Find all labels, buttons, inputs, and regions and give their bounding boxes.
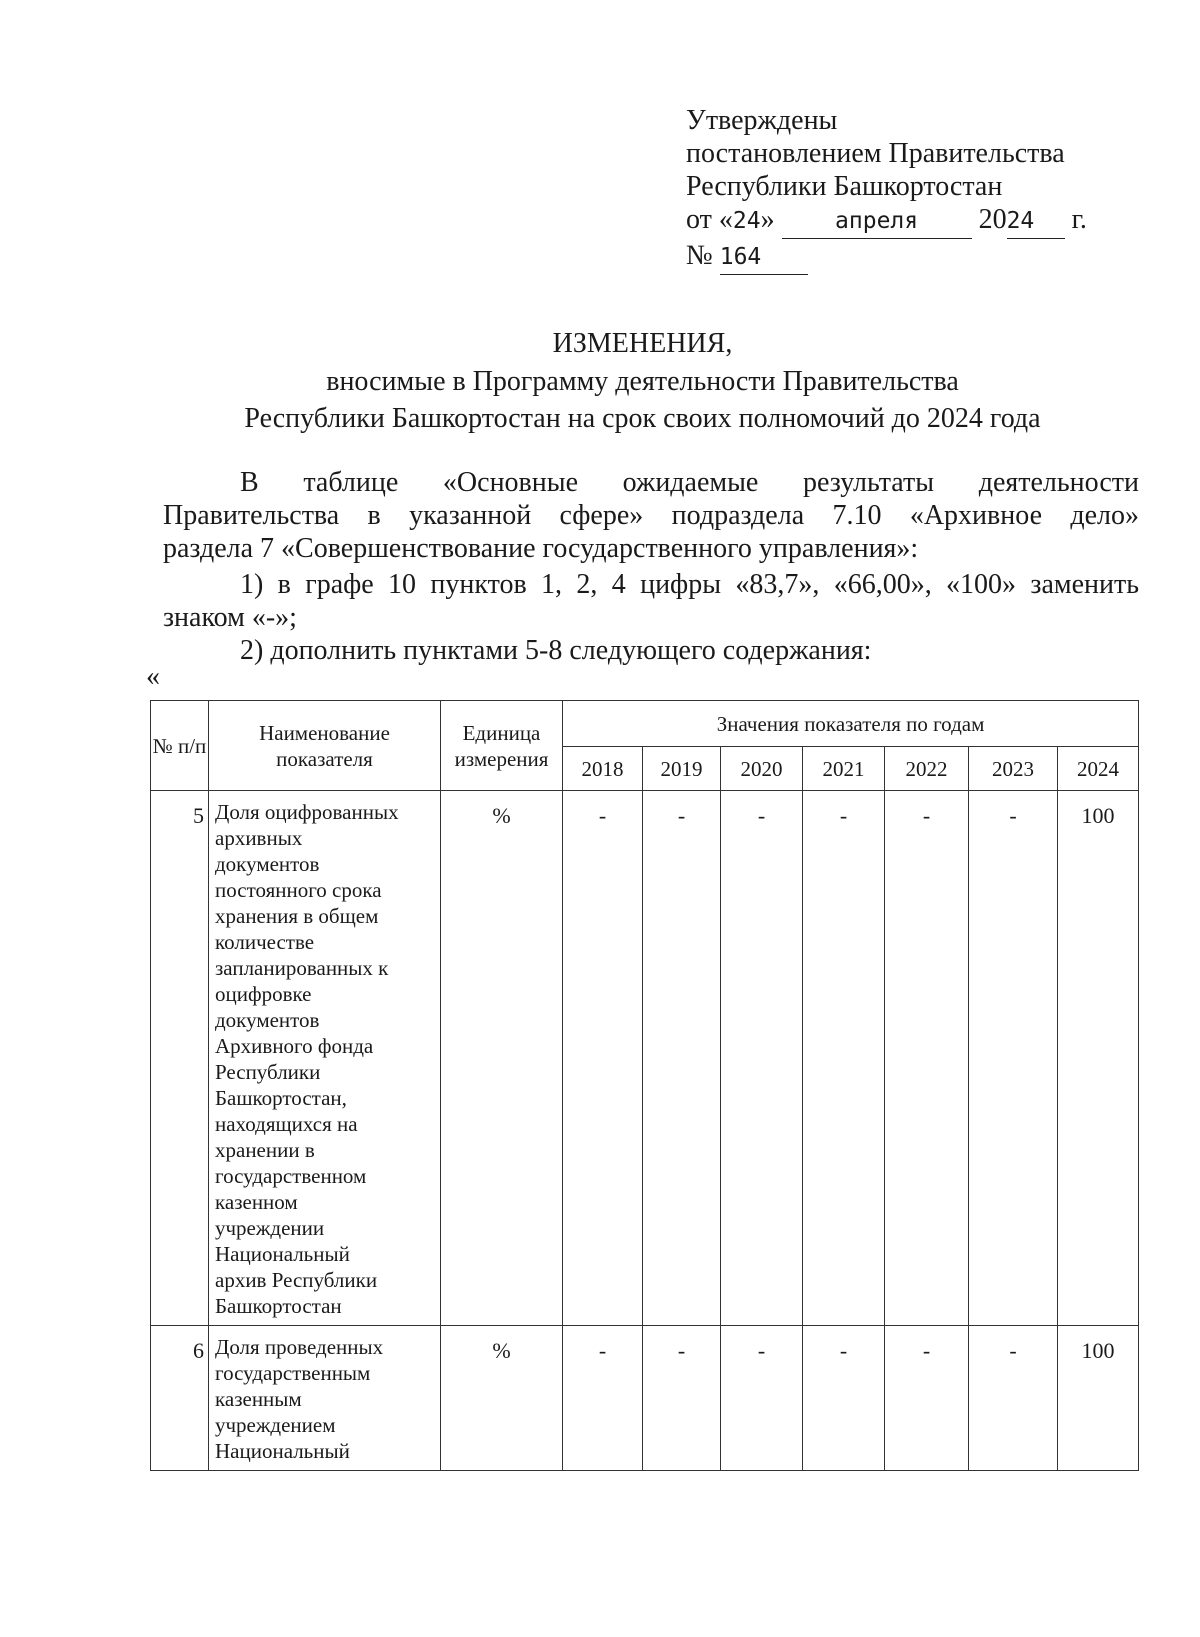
approval-line-3: Республики Башкортостан (686, 171, 1003, 202)
row-value: - (643, 1326, 721, 1471)
header-num: № п/п (151, 701, 209, 791)
header-year: 2020 (721, 747, 803, 791)
title-line-3: Республики Башкортостан на срок своих полномочий до 2024 года (244, 403, 1041, 434)
row-value: - (969, 791, 1058, 1326)
row-value: - (721, 791, 803, 1326)
body-p1-line-3: раздела 7 «Совершенствование государственного управления»: (163, 533, 919, 564)
header-year: 2018 (563, 747, 643, 791)
row-num: 6 (151, 1326, 209, 1471)
row-name: Доля оцифрованных архивных документов постоянного срока хранения в общем количестве запланированных к оцифровке документов Архивного фонда Республики Башкортостан, находящихся на хранении в государственном казенном учреждении Национальный архив Республики Башкортостан (209, 791, 441, 1326)
body-p1-line-2: Правительства в указанной сфере» подраздела 7.10 «Архивное дело» (163, 500, 1139, 531)
row-num: 5 (151, 791, 209, 1326)
header-unit: Единица измерения (441, 701, 563, 791)
header-year: 2024 (1058, 747, 1139, 791)
indicators-table (150, 700, 1139, 1471)
date-month: апреля (782, 205, 972, 239)
row-value: - (803, 1326, 885, 1471)
row-name: Доля проведенных государственным казенным учреждением Национальный (209, 1326, 441, 1471)
row-value: - (885, 1326, 969, 1471)
header-year: 2019 (643, 747, 721, 791)
date-prefix: от « (686, 204, 733, 235)
approval-line-1: Утверждены (686, 105, 838, 136)
header-name: Наименование показателя (209, 701, 441, 791)
year-end: г. (1071, 204, 1087, 235)
row-value: - (885, 791, 969, 1326)
header-year: 2022 (885, 747, 969, 791)
row-value: - (563, 791, 643, 1326)
header-values: Значения показателя по годам (563, 701, 1139, 747)
row-value: 100 (1058, 791, 1139, 1326)
row-unit: % (441, 791, 563, 1326)
title-line-2: вносимые в Программу деятельности Правительства (326, 366, 959, 397)
table-row (151, 791, 1139, 1326)
approval-block (686, 104, 1087, 275)
date-day: 24 (732, 208, 761, 234)
row-value: - (969, 1326, 1058, 1471)
body-p2-line-1: 1) в графе 10 пунктов 1, 2, 4 цифры «83,7», «66,00», «100» заменить (240, 569, 1139, 600)
header-year: 2023 (969, 747, 1058, 791)
row-value: - (803, 791, 885, 1326)
row-value: - (563, 1326, 643, 1471)
row-value: - (643, 791, 721, 1326)
header-year: 2021 (803, 747, 885, 791)
number-value: 164 (720, 241, 808, 275)
row-unit: % (441, 1326, 563, 1471)
table-row (151, 1326, 1139, 1471)
number-label: № (686, 240, 713, 271)
year-suffix: 24 (1007, 205, 1065, 239)
approval-date (686, 203, 1087, 239)
body-p2-line-2: знаком «-»; (163, 602, 297, 633)
year-prefix: 20 (978, 204, 1007, 235)
approval-number (686, 239, 1087, 275)
opening-quote: « (146, 661, 160, 692)
title-line-1: ИЗМЕНЕНИЯ, (552, 328, 733, 359)
body-p1-line-1: В таблице «Основные ожидаемые результаты деятельности (240, 467, 1139, 498)
row-value: - (721, 1326, 803, 1471)
body-p3: 2) дополнить пунктами 5-8 следующего содержания: (240, 635, 872, 666)
date-mid: » (760, 204, 775, 235)
row-value: 100 (1058, 1326, 1139, 1471)
approval-line-2: постановлением Правительства (686, 138, 1065, 169)
